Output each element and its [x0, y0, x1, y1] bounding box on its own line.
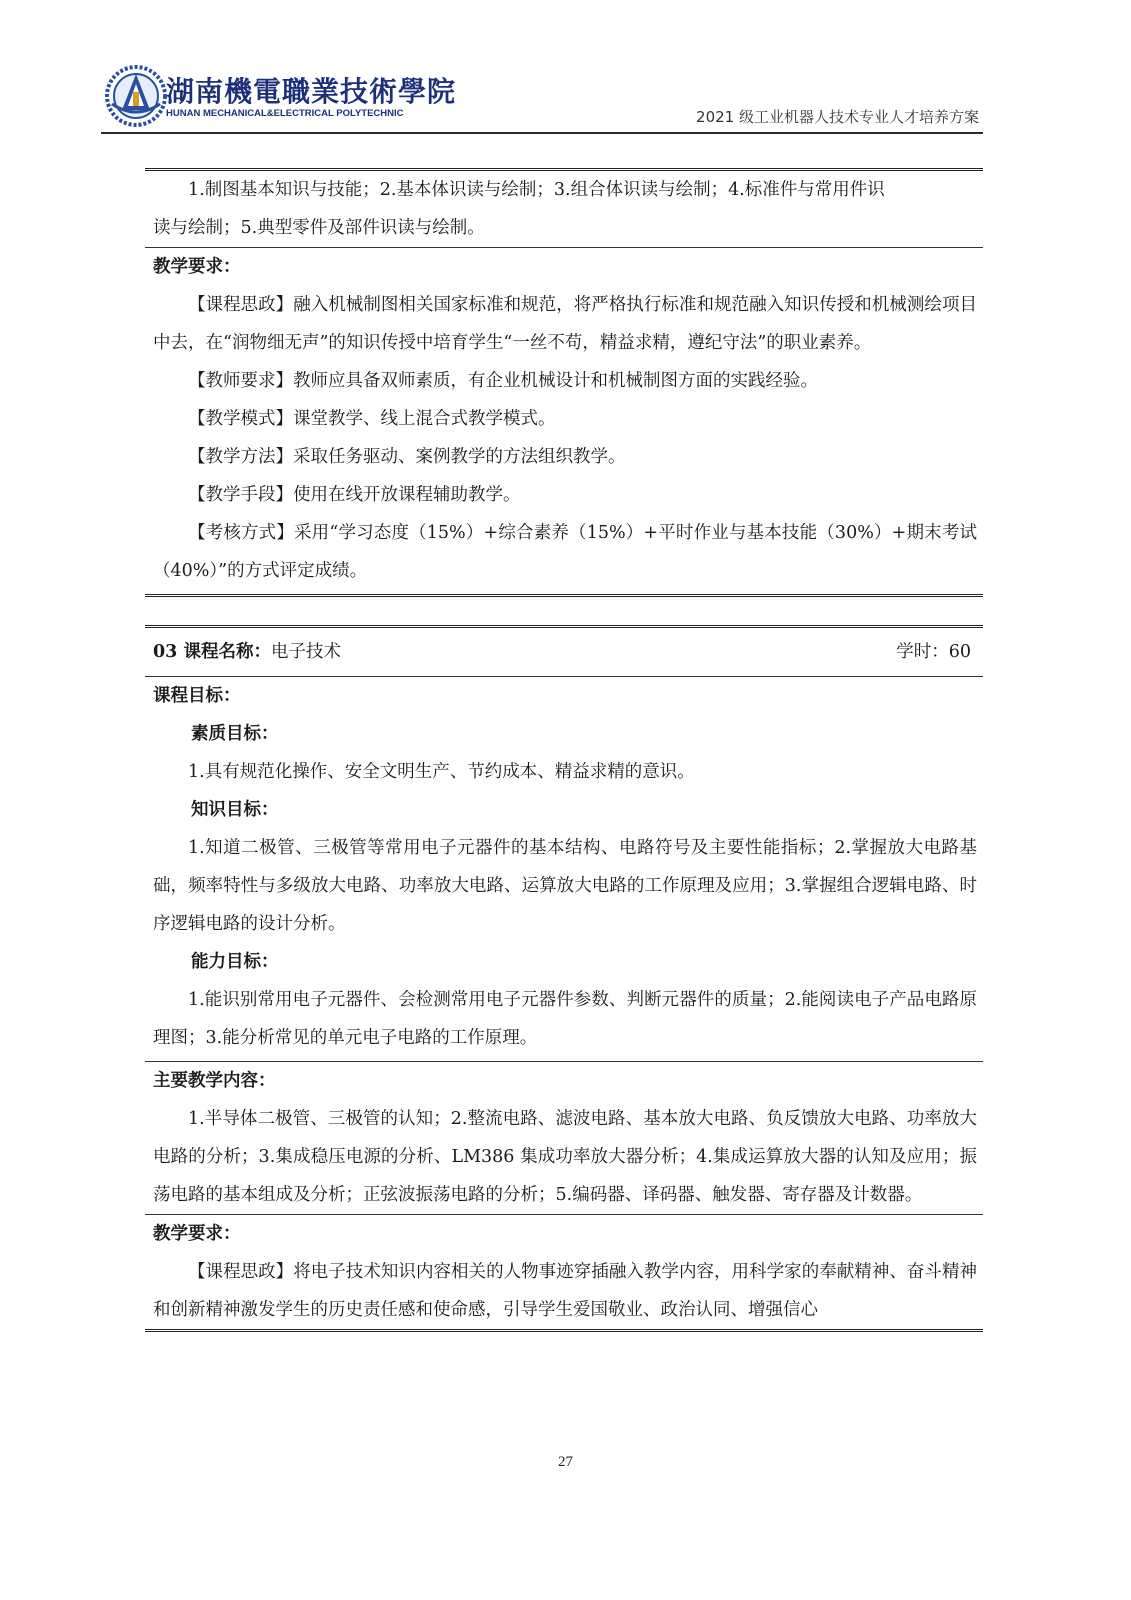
course03-content-text: 1.半导体二极管、三极管的认知；2.整流电路、滤波电路、基本放大电路、负反馈放大电路、功率放大电路的分析；3.集成稳压电源的分析、LM386 集成功率放大器分析；4.集成运算放大器的认知及应用；振荡电路的基本组成及分析；正弦波振荡电路的分析；5.编码器、译码器、触发器、寄存器及计数器。 [153, 1109, 977, 1205]
course02-ideology: 【课程思政】融入机械制图相关国家标准和规范，将严格执行标准和规范融入知识传授和机械测绘项目中去，在“润物细无声”的知识传授中培育学生“一丝不苟，精益求精，遵纪守法”的职业素养。 [153, 295, 977, 353]
school-emblem-icon [104, 64, 168, 128]
course03-name: 电子技术 [270, 642, 341, 662]
course03-knowledge-text: 1.知道二极管、三极管等常用电子元器件的基本结构、电路符号及主要性能指标；2.掌握放大电路基础，频率特性与多级放大电路、功率放大电路、运算放大电路的工作原理及应用；3.掌握组合逻辑电路、时序逻辑电路的设计分析。 [153, 838, 977, 934]
course02-assessment: 【考核方式】采用“学习态度（15%）+综合素养（15%）+平时作业与基本技能（30%）+期末考试（40%）”的方式评定成绩。 [153, 523, 977, 581]
course02-teaching-mode: 【教学模式】课堂教学、线上混合式教学模式。 [188, 409, 556, 429]
course03-quality-heading: 素质目标： [191, 724, 279, 744]
course02-requirements-heading: 教学要求： [153, 257, 241, 277]
school-name-cn: 湖南機電職業技術學院 [166, 75, 457, 108]
course02-teaching-method: 【教学方法】采取任务驱动、案例教学的方法组织教学。 [188, 447, 626, 467]
course03-content-heading: 主要教学内容： [153, 1071, 276, 1091]
course03-hours-label: 学时： [896, 642, 949, 662]
course02-content-line-2: 读与绘制；5.典型零件及部件识读与绘制。 [153, 218, 485, 238]
header-divider [101, 132, 983, 134]
table-bottom-border [145, 1329, 983, 1332]
course03-ability-heading: 能力目标： [191, 952, 279, 972]
course03-goals-heading: 课程目标： [153, 686, 241, 706]
course03-number-label: 03 课程名称： [153, 642, 271, 662]
course03-ability-text: 1.能识别常用电子元器件、会检测常用电子元器件参数、判断元器件的质量；2.能阅读电子产品电路原理图；3.能分析常见的单元电子电路的工作原理。 [153, 990, 977, 1048]
course03-name-group [153, 628, 341, 676]
course02-teacher-requirement: 【教师要求】教师应具备双师素质，有企业机械设计和机械制图方面的实践经验。 [188, 371, 818, 391]
course03-hours-group [896, 628, 971, 676]
course03-hours: 60 [948, 642, 971, 662]
course02-content-line-1: 1.制图基本知识与技能；2.基本体识读与绘制；3.组合体识读与绘制；4.标准件与常用件识 [188, 180, 885, 200]
course03-ideology: 【课程思政】将电子技术知识内容相关的人物事迹穿插融入教学内容，用科学家的奉献精神、奋斗精神和创新精神激发学生的历史责任感和使命感，引导学生爱国敬业、政治认同、增强信心 [153, 1262, 977, 1320]
course03-requirements-heading: 教学要求： [153, 1224, 241, 1244]
document-title: 2021 级工业机器人技术专业人才培养方案 [696, 108, 979, 126]
page-number: 27 [558, 1454, 573, 1470]
school-name-en: HUNAN MECHANICAL&ELECTRICAL POLYTECHNIC [166, 108, 404, 119]
school-logo [104, 64, 457, 130]
course03-knowledge-heading: 知识目标： [191, 800, 279, 820]
course03-quality-text: 1.具有规范化操作、安全文明生产、节约成本、精益求精的意识。 [188, 762, 695, 782]
course02-teaching-means: 【教学手段】使用在线开放课程辅助教学。 [188, 485, 521, 505]
course03-title-row [145, 628, 983, 676]
page-content [145, 168, 983, 1332]
